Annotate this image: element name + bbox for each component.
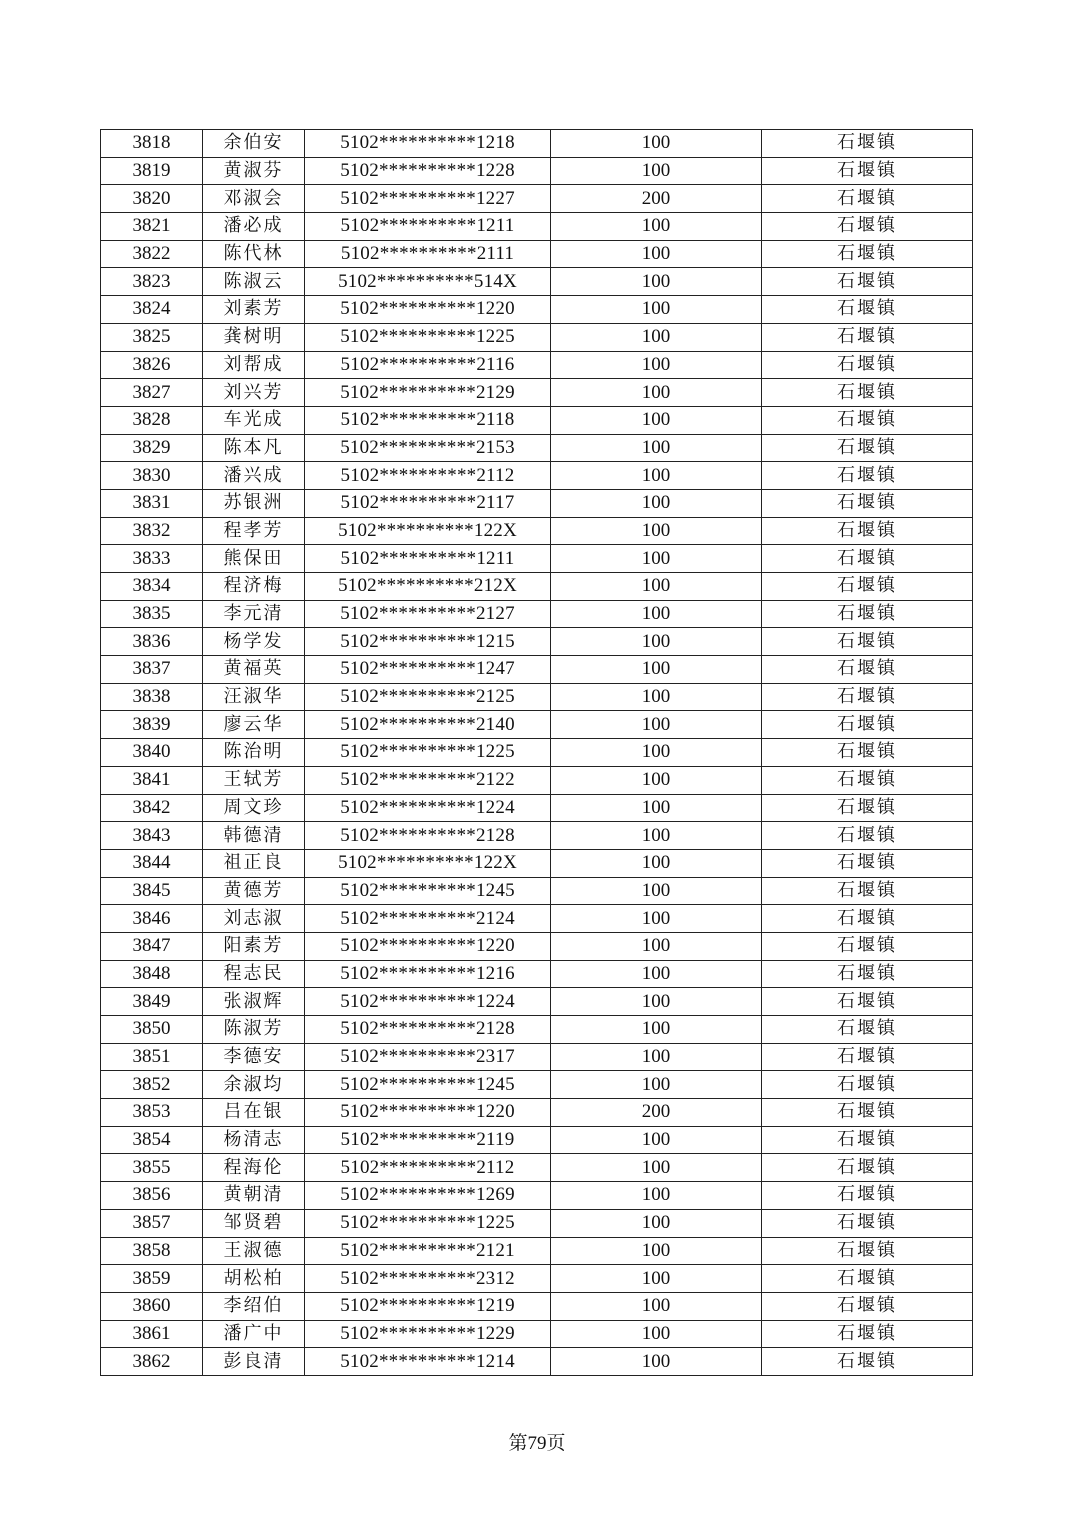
row-number-cell: 3827: [101, 379, 203, 407]
town-cell: 石堰镇: [762, 296, 973, 324]
record-table-body: [101, 130, 973, 1376]
name-cell: 吕在银: [203, 1099, 305, 1127]
table-row: [101, 379, 973, 407]
town-cell: 石堰镇: [762, 406, 973, 434]
id-number-cell: 5102**********122X: [305, 849, 551, 877]
row-number-cell: 3843: [101, 822, 203, 850]
name-cell: 潘广中: [203, 1320, 305, 1348]
table-row: [101, 462, 973, 490]
row-number-cell: 3838: [101, 683, 203, 711]
id-number-cell: 5102**********2140: [305, 711, 551, 739]
id-number-cell: 5102**********2127: [305, 600, 551, 628]
id-number-cell: 5102**********514X: [305, 268, 551, 296]
id-number-cell: 5102**********1245: [305, 1071, 551, 1099]
table-row: [101, 1237, 973, 1265]
table-row: [101, 794, 973, 822]
table-row: [101, 905, 973, 933]
town-cell: 石堰镇: [762, 185, 973, 213]
town-cell: 石堰镇: [762, 1348, 973, 1376]
row-number-cell: 3830: [101, 462, 203, 490]
table-row: [101, 1265, 973, 1293]
id-number-cell: 5102**********2112: [305, 462, 551, 490]
row-number-cell: 3860: [101, 1292, 203, 1320]
amount-cell: 200: [551, 185, 762, 213]
amount-cell: 100: [551, 406, 762, 434]
town-cell: 石堰镇: [762, 1209, 973, 1237]
row-number-cell: 3862: [101, 1348, 203, 1376]
town-cell: 石堰镇: [762, 545, 973, 573]
amount-cell: 100: [551, 1320, 762, 1348]
town-cell: 石堰镇: [762, 1292, 973, 1320]
table-row: [101, 877, 973, 905]
amount-cell: 100: [551, 213, 762, 241]
name-cell: 张淑辉: [203, 988, 305, 1016]
town-cell: 石堰镇: [762, 739, 973, 767]
amount-cell: 100: [551, 434, 762, 462]
amount-cell: 100: [551, 1292, 762, 1320]
row-number-cell: 3821: [101, 213, 203, 241]
id-number-cell: 5102**********2122: [305, 766, 551, 794]
town-cell: 石堰镇: [762, 766, 973, 794]
table-row: [101, 1154, 973, 1182]
table-row: [101, 185, 973, 213]
amount-cell: 100: [551, 517, 762, 545]
table-row: [101, 1016, 973, 1044]
name-cell: 潘兴成: [203, 462, 305, 490]
name-cell: 李绍伯: [203, 1292, 305, 1320]
row-number-cell: 3829: [101, 434, 203, 462]
name-cell: 祖正良: [203, 849, 305, 877]
table-row: [101, 849, 973, 877]
id-number-cell: 5102**********1219: [305, 1292, 551, 1320]
name-cell: 王淑德: [203, 1237, 305, 1265]
id-number-cell: 5102**********2116: [305, 351, 551, 379]
amount-cell: 100: [551, 877, 762, 905]
name-cell: 熊保田: [203, 545, 305, 573]
town-cell: 石堰镇: [762, 462, 973, 490]
id-number-cell: 5102**********2111: [305, 240, 551, 268]
table-row: [101, 1043, 973, 1071]
id-number-cell: 5102**********1211: [305, 545, 551, 573]
table-row: [101, 1099, 973, 1127]
table-row: [101, 1292, 973, 1320]
town-cell: 石堰镇: [762, 849, 973, 877]
id-number-cell: 5102**********1227: [305, 185, 551, 213]
amount-cell: 100: [551, 157, 762, 185]
table-row: [101, 268, 973, 296]
amount-cell: 100: [551, 711, 762, 739]
amount-cell: 100: [551, 462, 762, 490]
table-row: [101, 1209, 973, 1237]
row-number-cell: 3834: [101, 573, 203, 601]
table-row: [101, 600, 973, 628]
name-cell: 刘志淑: [203, 905, 305, 933]
town-cell: 石堰镇: [762, 434, 973, 462]
amount-cell: 100: [551, 1209, 762, 1237]
amount-cell: 100: [551, 932, 762, 960]
name-cell: 周文珍: [203, 794, 305, 822]
town-cell: 石堰镇: [762, 656, 973, 684]
town-cell: 石堰镇: [762, 932, 973, 960]
row-number-cell: 3826: [101, 351, 203, 379]
row-number-cell: 3832: [101, 517, 203, 545]
id-number-cell: 5102**********1216: [305, 960, 551, 988]
table-row: [101, 1182, 973, 1210]
town-cell: 石堰镇: [762, 628, 973, 656]
table-row: [101, 545, 973, 573]
amount-cell: 100: [551, 323, 762, 351]
town-cell: 石堰镇: [762, 1043, 973, 1071]
row-number-cell: 3833: [101, 545, 203, 573]
amount-cell: 100: [551, 1237, 762, 1265]
id-number-cell: 5102**********1224: [305, 794, 551, 822]
row-number-cell: 3841: [101, 766, 203, 794]
name-cell: 黄朝清: [203, 1182, 305, 1210]
name-cell: 刘帮成: [203, 351, 305, 379]
name-cell: 陈淑芳: [203, 1016, 305, 1044]
amount-cell: 100: [551, 1016, 762, 1044]
table-row: [101, 822, 973, 850]
amount-cell: 100: [551, 960, 762, 988]
amount-cell: 100: [551, 379, 762, 407]
table-row: [101, 406, 973, 434]
town-cell: 石堰镇: [762, 351, 973, 379]
row-number-cell: 3831: [101, 489, 203, 517]
name-cell: 彭良清: [203, 1348, 305, 1376]
row-number-cell: 3835: [101, 600, 203, 628]
table-row: [101, 683, 973, 711]
id-number-cell: 5102**********1214: [305, 1348, 551, 1376]
row-number-cell: 3824: [101, 296, 203, 324]
amount-cell: 100: [551, 1154, 762, 1182]
amount-cell: 100: [551, 130, 762, 158]
id-number-cell: 5102**********1225: [305, 739, 551, 767]
name-cell: 杨学发: [203, 628, 305, 656]
amount-cell: 100: [551, 351, 762, 379]
id-number-cell: 5102**********1218: [305, 130, 551, 158]
id-number-cell: 5102**********2117: [305, 489, 551, 517]
table-row: [101, 434, 973, 462]
id-number-cell: 5102**********2312: [305, 1265, 551, 1293]
town-cell: 石堰镇: [762, 489, 973, 517]
name-cell: 余淑均: [203, 1071, 305, 1099]
town-cell: 石堰镇: [762, 905, 973, 933]
name-cell: 苏银洲: [203, 489, 305, 517]
table-row: [101, 351, 973, 379]
amount-cell: 100: [551, 1348, 762, 1376]
name-cell: 陈治明: [203, 739, 305, 767]
amount-cell: 100: [551, 1071, 762, 1099]
id-number-cell: 5102**********2153: [305, 434, 551, 462]
amount-cell: 100: [551, 573, 762, 601]
row-number-cell: 3861: [101, 1320, 203, 1348]
id-number-cell: 5102**********2124: [305, 905, 551, 933]
name-cell: 余伯安: [203, 130, 305, 158]
name-cell: 陈淑云: [203, 268, 305, 296]
row-number-cell: 3858: [101, 1237, 203, 1265]
table-row: [101, 489, 973, 517]
row-number-cell: 3850: [101, 1016, 203, 1044]
table-row: [101, 766, 973, 794]
row-number-cell: 3823: [101, 268, 203, 296]
name-cell: 龚树明: [203, 323, 305, 351]
town-cell: 石堰镇: [762, 877, 973, 905]
town-cell: 石堰镇: [762, 130, 973, 158]
amount-cell: 100: [551, 628, 762, 656]
id-number-cell: 5102**********1211: [305, 213, 551, 241]
id-number-cell: 5102**********1225: [305, 323, 551, 351]
town-cell: 石堰镇: [762, 1265, 973, 1293]
table-row: [101, 157, 973, 185]
town-cell: 石堰镇: [762, 1237, 973, 1265]
name-cell: 韩德清: [203, 822, 305, 850]
id-number-cell: 5102**********2128: [305, 1016, 551, 1044]
amount-cell: 100: [551, 905, 762, 933]
name-cell: 阳素芳: [203, 932, 305, 960]
table-row: [101, 1348, 973, 1376]
name-cell: 车光成: [203, 406, 305, 434]
table-row: [101, 296, 973, 324]
id-number-cell: 5102**********1229: [305, 1320, 551, 1348]
town-cell: 石堰镇: [762, 822, 973, 850]
amount-cell: 100: [551, 739, 762, 767]
row-number-cell: 3857: [101, 1209, 203, 1237]
town-cell: 石堰镇: [762, 1182, 973, 1210]
record-table: [100, 129, 973, 1376]
name-cell: 潘必成: [203, 213, 305, 241]
id-number-cell: 5102**********2112: [305, 1154, 551, 1182]
table-row: [101, 130, 973, 158]
town-cell: 石堰镇: [762, 323, 973, 351]
row-number-cell: 3859: [101, 1265, 203, 1293]
amount-cell: 100: [551, 794, 762, 822]
amount-cell: 100: [551, 822, 762, 850]
town-cell: 石堰镇: [762, 379, 973, 407]
table-row: [101, 1126, 973, 1154]
row-number-cell: 3849: [101, 988, 203, 1016]
name-cell: 程孝芳: [203, 517, 305, 545]
id-number-cell: 5102**********122X: [305, 517, 551, 545]
row-number-cell: 3842: [101, 794, 203, 822]
row-number-cell: 3854: [101, 1126, 203, 1154]
table-row: [101, 739, 973, 767]
id-number-cell: 5102**********1220: [305, 1099, 551, 1127]
row-number-cell: 3837: [101, 656, 203, 684]
table-row: [101, 573, 973, 601]
row-number-cell: 3853: [101, 1099, 203, 1127]
row-number-cell: 3856: [101, 1182, 203, 1210]
town-cell: 石堰镇: [762, 683, 973, 711]
table-row: [101, 932, 973, 960]
name-cell: 邹贤碧: [203, 1209, 305, 1237]
page-number: 第79页: [508, 1433, 566, 1454]
town-cell: 石堰镇: [762, 711, 973, 739]
town-cell: 石堰镇: [762, 988, 973, 1016]
table-row: [101, 517, 973, 545]
name-cell: 汪淑华: [203, 683, 305, 711]
town-cell: 石堰镇: [762, 1071, 973, 1099]
amount-cell: 100: [551, 988, 762, 1016]
row-number-cell: 3820: [101, 185, 203, 213]
id-number-cell: 5102**********1220: [305, 932, 551, 960]
town-cell: 石堰镇: [762, 960, 973, 988]
amount-cell: 100: [551, 1265, 762, 1293]
row-number-cell: 3825: [101, 323, 203, 351]
id-number-cell: 5102**********2125: [305, 683, 551, 711]
amount-cell: 100: [551, 489, 762, 517]
name-cell: 杨清志: [203, 1126, 305, 1154]
table-row: [101, 656, 973, 684]
table-row: [101, 711, 973, 739]
name-cell: 邓淑会: [203, 185, 305, 213]
table-row: [101, 628, 973, 656]
town-cell: 石堰镇: [762, 213, 973, 241]
town-cell: 石堰镇: [762, 240, 973, 268]
id-number-cell: 5102**********2118: [305, 406, 551, 434]
row-number-cell: 3851: [101, 1043, 203, 1071]
id-number-cell: 5102**********2317: [305, 1043, 551, 1071]
row-number-cell: 3855: [101, 1154, 203, 1182]
row-number-cell: 3846: [101, 905, 203, 933]
row-number-cell: 3828: [101, 406, 203, 434]
name-cell: 王轼芳: [203, 766, 305, 794]
id-number-cell: 5102**********1225: [305, 1209, 551, 1237]
town-cell: 石堰镇: [762, 1099, 973, 1127]
id-number-cell: 5102**********212X: [305, 573, 551, 601]
id-number-cell: 5102**********1247: [305, 656, 551, 684]
town-cell: 石堰镇: [762, 517, 973, 545]
name-cell: 刘兴芳: [203, 379, 305, 407]
town-cell: 石堰镇: [762, 1126, 973, 1154]
amount-cell: 100: [551, 600, 762, 628]
table-row: [101, 988, 973, 1016]
name-cell: 黄福英: [203, 656, 305, 684]
town-cell: 石堰镇: [762, 1320, 973, 1348]
id-number-cell: 5102**********2121: [305, 1237, 551, 1265]
name-cell: 李德安: [203, 1043, 305, 1071]
table-row: [101, 1071, 973, 1099]
id-number-cell: 5102**********1215: [305, 628, 551, 656]
name-cell: 程海伦: [203, 1154, 305, 1182]
town-cell: 石堰镇: [762, 573, 973, 601]
row-number-cell: 3847: [101, 932, 203, 960]
id-number-cell: 5102**********1245: [305, 877, 551, 905]
table-row: [101, 1320, 973, 1348]
amount-cell: 100: [551, 268, 762, 296]
row-number-cell: 3844: [101, 849, 203, 877]
row-number-cell: 3852: [101, 1071, 203, 1099]
amount-cell: 100: [551, 240, 762, 268]
town-cell: 石堰镇: [762, 1016, 973, 1044]
amount-cell: 100: [551, 849, 762, 877]
amount-cell: 100: [551, 1182, 762, 1210]
row-number-cell: 3848: [101, 960, 203, 988]
id-number-cell: 5102**********1228: [305, 157, 551, 185]
name-cell: 程济梅: [203, 573, 305, 601]
row-number-cell: 3819: [101, 157, 203, 185]
town-cell: 石堰镇: [762, 268, 973, 296]
name-cell: 黄德芳: [203, 877, 305, 905]
town-cell: 石堰镇: [762, 1154, 973, 1182]
amount-cell: 100: [551, 1043, 762, 1071]
amount-cell: 100: [551, 296, 762, 324]
name-cell: 李元清: [203, 600, 305, 628]
id-number-cell: 5102**********2119: [305, 1126, 551, 1154]
table-row: [101, 323, 973, 351]
amount-cell: 100: [551, 683, 762, 711]
id-number-cell: 5102**********1220: [305, 296, 551, 324]
amount-cell: 100: [551, 545, 762, 573]
table-row: [101, 960, 973, 988]
amount-cell: 100: [551, 766, 762, 794]
name-cell: 胡松柏: [203, 1265, 305, 1293]
town-cell: 石堰镇: [762, 157, 973, 185]
name-cell: 廖云华: [203, 711, 305, 739]
name-cell: 陈本凡: [203, 434, 305, 462]
amount-cell: 200: [551, 1099, 762, 1127]
row-number-cell: 3845: [101, 877, 203, 905]
town-cell: 石堰镇: [762, 600, 973, 628]
id-number-cell: 5102**********1224: [305, 988, 551, 1016]
row-number-cell: 3818: [101, 130, 203, 158]
amount-cell: 100: [551, 1126, 762, 1154]
name-cell: 黄淑芬: [203, 157, 305, 185]
id-number-cell: 5102**********2128: [305, 822, 551, 850]
name-cell: 程志民: [203, 960, 305, 988]
id-number-cell: 5102**********2129: [305, 379, 551, 407]
row-number-cell: 3839: [101, 711, 203, 739]
table-row: [101, 240, 973, 268]
row-number-cell: 3840: [101, 739, 203, 767]
town-cell: 石堰镇: [762, 794, 973, 822]
id-number-cell: 5102**********1269: [305, 1182, 551, 1210]
row-number-cell: 3836: [101, 628, 203, 656]
name-cell: 刘素芳: [203, 296, 305, 324]
name-cell: 陈代林: [203, 240, 305, 268]
amount-cell: 100: [551, 656, 762, 684]
table-row: [101, 213, 973, 241]
row-number-cell: 3822: [101, 240, 203, 268]
